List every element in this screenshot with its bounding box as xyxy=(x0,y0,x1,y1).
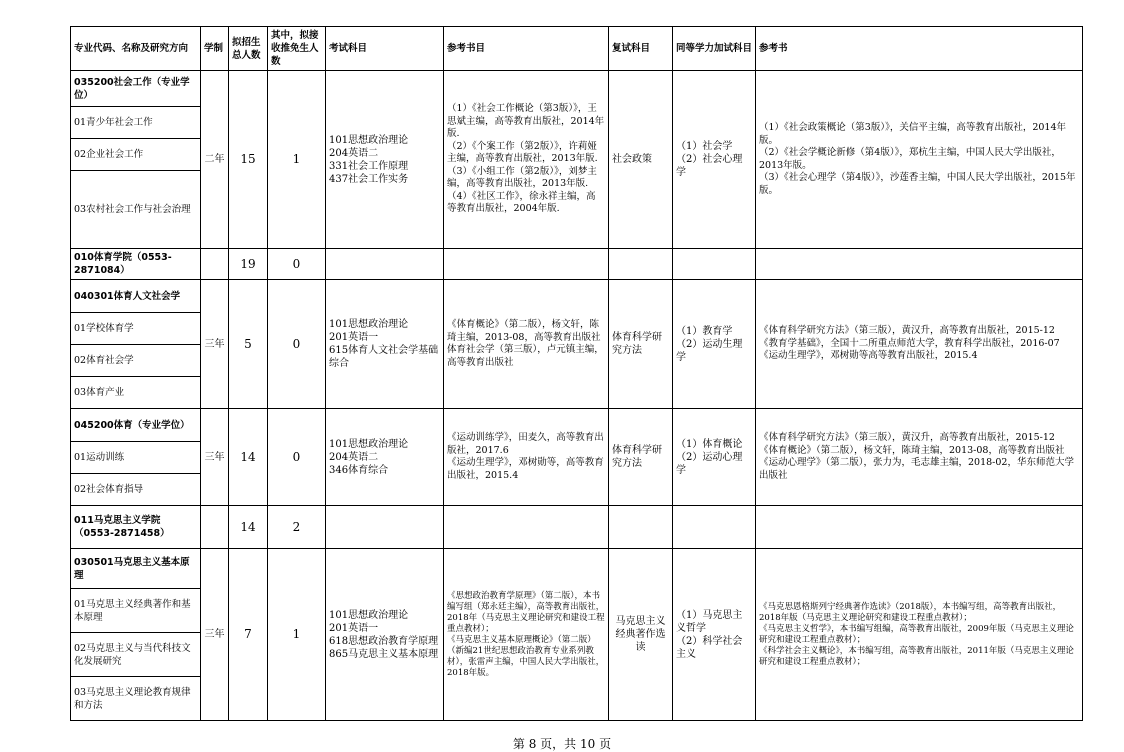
refs-cell xyxy=(756,280,1083,409)
book-item: 体育社会学（第三版），卢元镇主编，高等教育出版社 xyxy=(447,344,604,368)
retest-cell: 马克思主义经典著作选读 xyxy=(609,549,673,721)
major-title: 030501马克思主义基本原理 xyxy=(71,549,201,589)
direction-item: 01马克思主义经典著作和基本原理 xyxy=(71,589,201,633)
exam-subject: 331社会工作原理 xyxy=(329,160,409,172)
exam-subject: 865马克思主义基本原理 xyxy=(329,648,439,660)
retest-cell: 体育科学研究方法 xyxy=(609,280,673,409)
ref-item: （2）《社会学概论新修（第4版）》，郑杭生主编，中国人民大学出版社，2013年版。 xyxy=(759,147,1061,171)
extra-cell xyxy=(673,280,756,409)
major-title: 040301体育人文社会学 xyxy=(71,280,201,313)
duration-cell: 三年 xyxy=(201,549,229,721)
book-item: 《思想政治教育学原理》（第二版），本书编写组（郑永廷主编），高等教育出版社，2018年（马克思主义理论研究和建设工程重点教材）； xyxy=(447,590,605,634)
extra-subject: （2）运动心理学 xyxy=(676,451,743,476)
exam-subject: 618思想政治教育学原理 xyxy=(329,635,439,647)
exam-subject: 615体育人文社会学基础综合 xyxy=(329,345,439,369)
table-row xyxy=(71,549,1083,589)
direction-item: 02社会体育指导 xyxy=(71,474,201,506)
header-retest: 复试科目 xyxy=(609,27,673,71)
book-item: 《体育概论》（第二版），杨文轩，陈琦主编，2013-08，高等教育出版社 xyxy=(447,319,601,343)
ref-item: 《运动生理学》，邓树勋等高等教育出版社，2015.4 xyxy=(759,350,978,362)
ref-item: 《体育概论》（第二版），杨文轩，陈琦主编，2013-08，高等教育出版社 xyxy=(759,444,1065,456)
exam-subject: 437社会工作实务 xyxy=(329,173,409,185)
header-row xyxy=(71,27,1083,71)
retest-cell: 社会政策 xyxy=(609,71,673,249)
exam-subject: 346体育综合 xyxy=(329,464,389,476)
book-item: （4）《社区工作》，徐永祥主编，高等教育出版社，2004年版. xyxy=(447,190,596,215)
school-row xyxy=(71,506,1083,549)
extra-subject: （2）科学社会主义 xyxy=(676,635,743,660)
ref-item: 《教育学基础》，全国十二所重点师范大学，教育科学出版社，2016-07 xyxy=(759,337,1060,349)
header-extra: 同等学力加试科目 xyxy=(673,27,756,71)
direction-item: 01运动训练 xyxy=(71,442,201,474)
duration-cell: 三年 xyxy=(201,409,229,506)
ref-item: 《马克思主义哲学》，本书编写组编，高等教育出版社，2009年版（马克思主义理论研究和建设工程重点教材）； xyxy=(759,623,1074,645)
table-row xyxy=(71,280,1083,313)
exam-cell xyxy=(326,280,444,409)
book-item: （1）《社会工作概论（第3版）》，王思斌主编，高等教育出版社，2014年版. xyxy=(447,103,605,140)
direction-item: 01青少年社会工作 xyxy=(71,107,201,139)
direction-item: 02马克思主义与当代科技文化发展研究 xyxy=(71,633,201,677)
book-item: 《运动训练学》，田麦久，高等教育出版社，2017.6 xyxy=(447,432,604,456)
recommend-cell: 0 xyxy=(268,280,326,409)
ref-item: 《体育科学研究方法》（第三版），黄汉升，高等教育出版社，2015-12 xyxy=(759,325,1055,337)
total-cell: 14 xyxy=(229,409,268,506)
refs-cell xyxy=(756,409,1083,506)
books-cell xyxy=(444,549,609,721)
total-cell: 19 xyxy=(229,249,268,280)
books-cell xyxy=(444,71,609,249)
ref-item: （1）《社会政策概论（第3版）》，关信平主编，高等教育出版社，2014年版。 xyxy=(759,122,1067,146)
total-cell: 5 xyxy=(229,280,268,409)
book-item: 《马克思主义基本原理概论》（第二版）（新编21世纪思想政治教育专业系列教材），张雷声主编，中国人民大学出版社，2018年版。 xyxy=(447,634,605,678)
total-cell: 14 xyxy=(229,506,268,549)
header-exam: 考试科目 xyxy=(326,27,444,71)
header-books: 参考书目 xyxy=(444,27,609,71)
header-duration: 学制 xyxy=(201,27,229,71)
refs-cell xyxy=(756,549,1083,721)
extra-cell xyxy=(673,409,756,506)
duration-cell: 二年 xyxy=(201,71,229,249)
book-item: （3）《小组工作（第2版）》，刘梦主编，高等教育出版社，2013年版. xyxy=(447,165,597,190)
page-footer: 第 8 页，共 10 页 xyxy=(512,737,612,751)
extra-subject: （1）马克思主义哲学 xyxy=(676,609,743,634)
exam-subject: 204英语二 xyxy=(329,147,379,159)
header-refs: 参考书 xyxy=(756,27,1083,71)
extra-subject: （1）社会学 xyxy=(676,141,733,152)
school-row xyxy=(71,249,1083,280)
exam-cell xyxy=(326,71,444,249)
exam-cell xyxy=(326,409,444,506)
recommend-cell: 1 xyxy=(268,549,326,721)
ref-item: 《马克思恩格斯列宁经典著作选读》（2018版），本书编写组，高等教育出版社，2018年版（马克思主义理论研究和建设工程重点教材）； xyxy=(759,601,1062,623)
refs-cell xyxy=(756,71,1083,249)
exam-subject: 204英语二 xyxy=(329,451,379,463)
extra-subject: （2）社会心理学 xyxy=(676,154,743,178)
recommend-cell: 1 xyxy=(268,71,326,249)
school-title: 011马克思主义学院（0553-2871458） xyxy=(71,506,201,549)
book-item: 《运动生理学》，邓树勋等，高等教育出版社，2015.4 xyxy=(447,457,604,481)
exam-subject: 101思想政治理论 xyxy=(329,609,409,621)
extra-subject: （1）体育概论 xyxy=(676,438,743,450)
extra-subject: （1）教育学 xyxy=(676,325,733,337)
extra-subject: （2）运动生理学 xyxy=(676,338,743,363)
exam-subject: 101思想政治理论 xyxy=(329,134,409,146)
direction-item: 03农村社会工作与社会治理 xyxy=(71,171,201,249)
recommend-cell: 0 xyxy=(268,249,326,280)
admissions-table xyxy=(70,26,1083,721)
exam-subject: 101思想政治理论 xyxy=(329,438,409,450)
recommend-cell: 0 xyxy=(268,409,326,506)
ref-item: 《运动心理学》（第二版），张力为，毛志雄主编，2018-02，华东师范大学出版社 xyxy=(759,457,1074,481)
table-row xyxy=(71,409,1083,442)
extra-cell xyxy=(673,549,756,721)
header-recommend: 其中，拟接收推免生人数 xyxy=(268,27,326,71)
total-cell: 15 xyxy=(229,71,268,249)
books-cell xyxy=(444,409,609,506)
retest-cell: 体育科学研究方法 xyxy=(609,409,673,506)
major-title: 035200社会工作（专业学位） xyxy=(71,71,201,107)
direction-item: 01学校体育学 xyxy=(71,313,201,345)
recommend-cell: 2 xyxy=(268,506,326,549)
exam-cell xyxy=(326,549,444,721)
exam-subject: 201英语一 xyxy=(329,332,379,343)
major-title: 045200体育（专业学位） xyxy=(71,409,201,442)
direction-item: 03马克思主义理论教育规律和方法 xyxy=(71,677,201,721)
exam-subject: 101思想政治理论 xyxy=(329,319,409,330)
ref-item: 《体育科学研究方法》（第三版），黄汉升，高等教育出版社，2015-12 xyxy=(759,432,1055,443)
extra-cell xyxy=(673,71,756,249)
exam-subject: 201英语一 xyxy=(329,622,379,634)
direction-item: 02企业社会工作 xyxy=(71,139,201,171)
table-row xyxy=(71,71,1083,107)
header-major: 专业代码、名称及研究方向 xyxy=(71,27,201,71)
school-title: 010体育学院（0553-2871084） xyxy=(71,249,201,280)
direction-item: 02体育社会学 xyxy=(71,345,201,377)
books-cell xyxy=(444,280,609,409)
duration-cell: 三年 xyxy=(201,280,229,409)
ref-item: 《科学社会主义概论》，本书编写组，高等教育出版社，2011年版（马克思主义理论研究和建设工程重点教材）； xyxy=(759,645,1074,667)
ref-item: （3）《社会心理学（第4版）》，沙莲香主编，中国人民大学出版社，2015年版。 xyxy=(759,172,1076,196)
total-cell: 7 xyxy=(229,549,268,721)
book-item: （2）《个案工作（第2版）》，许莉娅主编，高等教育出版社，2013年版. xyxy=(447,140,598,165)
direction-item: 03体育产业 xyxy=(71,377,201,409)
header-total: 拟招生总人数 xyxy=(229,27,268,71)
